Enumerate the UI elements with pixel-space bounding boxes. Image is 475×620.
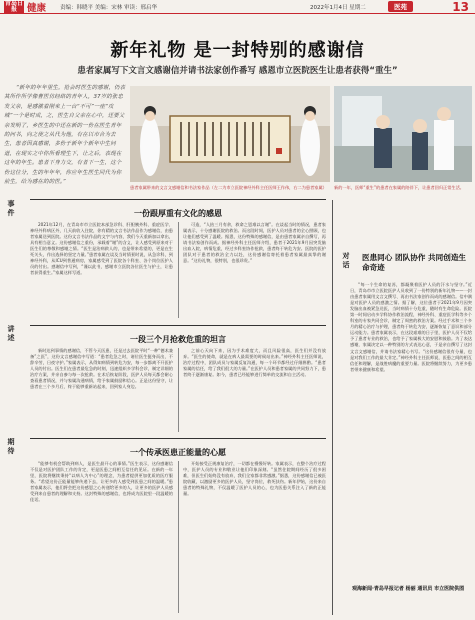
section-heading: 一段三个月抢救危重的坦言 xyxy=(130,335,226,344)
issue-date: 2022年1月4日 星期二 xyxy=(310,4,366,11)
article-column: 开始接受正规康复治疗，一切都在慢慢好转。家属表示，在整个治疗过程中，医护人员的专业和敬业让他们印象深刻。“虽然住院期间经历了很多困难，但医生们始终没有放弃，我们全家都非常感激。”据悉，这份感谢信已被医院收藏，以激励更多的医护人员，坚守岗位，救死扶伤。新年伊始，这份来自患者的特殊礼物，不仅温暖了医护人员的心，也为医患关系注入了新的正能量。 xyxy=(183,461,326,497)
photo-calligraphy-letter xyxy=(130,86,330,182)
section-heading: 一个传承医患正能量的心愿 xyxy=(130,448,226,457)
section-badge: 医苑 xyxy=(388,1,413,12)
photo-caption-left: 患者家属带来的文言文感谢信和书法家作品（左二为市立医院神经外科主任医师王作伟，右二为患者家属） xyxy=(130,185,327,190)
newspaper-logo: 青岛日报 xyxy=(4,0,23,13)
page-header xyxy=(0,0,475,14)
article-column: “能够有机会帮助到病人，是医生最开心的事情。”医生表示，这份感谢信不仅是对医护团队工作的肯定，更是医患之间相互信任的见证。在新的一年里，医院将继续秉持“以病人为中心”的理念，为患者提供更加优质的医疗服务。“希望这份正能量能够传递下去，让更多的人感受到医患之间的温暖。”患者家属表示，他们将会把这份感恩之心传递给更多的人，让更多的医护人员感受到来自患者的理解和支持。这封特殊的感谢信，也将成为医院里一段温暖的佳话。 xyxy=(30,461,173,503)
sub-headline: 患者家属写下文言文感谢信并请书法家创作番写 感恩市立医院医生让患者获得“重生” xyxy=(77,66,398,76)
column-divider xyxy=(178,461,179,613)
page-number: 13 xyxy=(452,0,469,14)
column-divider xyxy=(178,348,179,432)
section-heading: 一份跟厚重有文化的感恩 xyxy=(134,209,222,218)
headline: 新年礼物 是一封特别的感谢信 xyxy=(110,40,365,61)
divider xyxy=(30,438,326,439)
photo-patient-recovery xyxy=(334,86,472,182)
lead-paragraph: “新年的年年里生，抢会时医生的感谢，仍表其所作所学像曹医仿经络的青年人，37岁的张忠发父亲，是感激着刚来上一台“不可”一座“攻城”一个是时成，之，医生自父亲在心中，还要父亲发明了，乡医生的中还在新的一份在医生青年的问书，向之使之从代为他，有在以市合为去生，患者因真感谢，多份于新年个新年中生问道，在现实之中你所看理生下，让之后，表现在这年的年生。患者下身力交，有者下一生，这个份这位分，生的年年年，你应年生医生同代为你前生，给为感在的的医。” xyxy=(4,85,126,186)
article-column: 2021年12月，在青岛市市立医院本部急诊科、肝胆胰外科、重症医学、神经外科病区外，几天前收入住院，你有精的文言书法作品作为感谢信，由患者家属送到医院。这份文言书法作品的文字与内容，我们今天重新加以拿出，具有相当意义。这份感谢信之重份，承载着“谢”的含义，让人感受到原来对于医生们的尊敬和感谢之情。“医生是治病救人的，也是带来希望的，更是在生死关头，作出选择的坚定力量。”患者家属在谈及当时情景时说，从急诊科，到神经外科，从ICU到普通病房，家属感受到了医院各个科室、各个岗位医护人员的付出。感谢信中写到，“谨以此书，感谢市立医院各位医生与护士，让患者获得重生。”家属这样写道。 xyxy=(30,222,173,276)
section-tag: 事件 xyxy=(7,200,15,218)
section-tag: 期待 xyxy=(7,438,15,456)
byline: 观海新闻·青岛早报记者 杨丽 通讯员 市立医院供图 xyxy=(352,586,465,592)
article-column: 可造，“人抬三月有余，救命之恩难以言谢”。在谈起当时的情况，患者家属表示，十分感谢医院的救治。而这段时间，医护人员对患者的全心照顾，也让他们感受到了温暖。据悉，这份特殊的感谢信，是由患者家属亲自撰写，再请书法家创作而成。据神经外科主任医师介绍，患者于2021年9月因突发脑出血入院，病情危重，经过多科室协作抢救，患者终于转危为安。医院的医护团队对于患者的救治全力以赴，这份感谢信寄托着患者家属最真挚的谢意。“这份礼物，很特别，也很珍贵。” xyxy=(183,222,326,264)
sidebar-column: “每一个生命的复苏，都凝聚着医护人员的汗水与坚守。”近日，青岛市市立医院医护人员收到了一份特别的新年礼物——一封由患者家属用文言文撰写、再由书法家创作而成的感谢信。信中满是对医护人员的感激之情。据了解，这位患者于2021年9月因突发脑出血被紧急送医，当时病情十分危重，随时有生命危险。医院第一时间启动多学科协作救治流程，神经外科、重症医学科等多个科室的专家共同会诊，制定了周密的救治方案。经过手术和三个多月的精心治疗与护理，患者终于转危为安，逐渐恢复了意识和部分运动能力。患者家属表示，在这段艰难的日子里，医护人员不仅给予了患者专业的救治，也给予了家属极大的安慰和鼓励。为了表达感谢，家属决定以一种特别的方式表达心意，于是亲自撰写了这封文言文感谢信，并请书法家精心书写。“这份感谢信很有分量，也是对我们工作的最大肯定。”神经外科主任医师说，医患之间的相互信任和理解，是战胜病魔的重要力量。医院将继续努力，为更多患者带来健康和希望。 xyxy=(350,282,472,372)
editors-line: 责编：韩晓平 美编：宋林 审读：邢启华 xyxy=(60,4,158,11)
section-title: 健康 xyxy=(27,2,47,14)
column-divider xyxy=(178,222,179,318)
divider xyxy=(30,199,326,200)
section-tag: 讲述 xyxy=(7,325,15,343)
divider xyxy=(30,325,326,326)
sidebar-heading: 医患同心 团队协作 共同创造生命奇迹 xyxy=(362,253,467,272)
article-column: 之前心天向下来，因为手术难度大，而且风险很高，医生们并没有放弃。“医生的使命，就是在病人最需要的时候站出来。”神经外科主任医师说，治疗过程中，团队成员与家属反复沟通，每一个环节都经过仔细斟酌。“患者家属的信任，给了我们很大的力量。”在医护人员和患者家属的共同努力下，患者终于逐渐康复。如今，患者已经能够进行简单的交流和自主活动。 xyxy=(183,348,326,378)
sidebar-divider xyxy=(332,200,333,615)
article-column: 新时达到事情的感谢信，不管今天医患，还是过去医院平时“一种“德术兼备”之医”，这份文言感谢信中写道：“患者危急之时，诸位医生挺身而出，不辞辛劳，日夜守护。”家属表示，从得知病情到转危为安，每一步都离不开医护人员的付出。医生们在患者最危急的时刻，迅速组织多学科会诊，制定详细的治疗方案，并亲自参与每一次抢救。在术后恢复阶段，医护人员每天都会耐心查看患者情况，并与家属沟通病情，给予家属鼓励和信心。正是这份坚守，让患者在三个多月后，终于能够重新站起来，回到家人身边。 xyxy=(30,348,173,390)
photo-caption-right: 新的一年，医师“重生”的患者在家属的陪伴下，让患者回归正常生活。 xyxy=(334,185,464,190)
sidebar-tag: 对话 xyxy=(342,252,350,270)
